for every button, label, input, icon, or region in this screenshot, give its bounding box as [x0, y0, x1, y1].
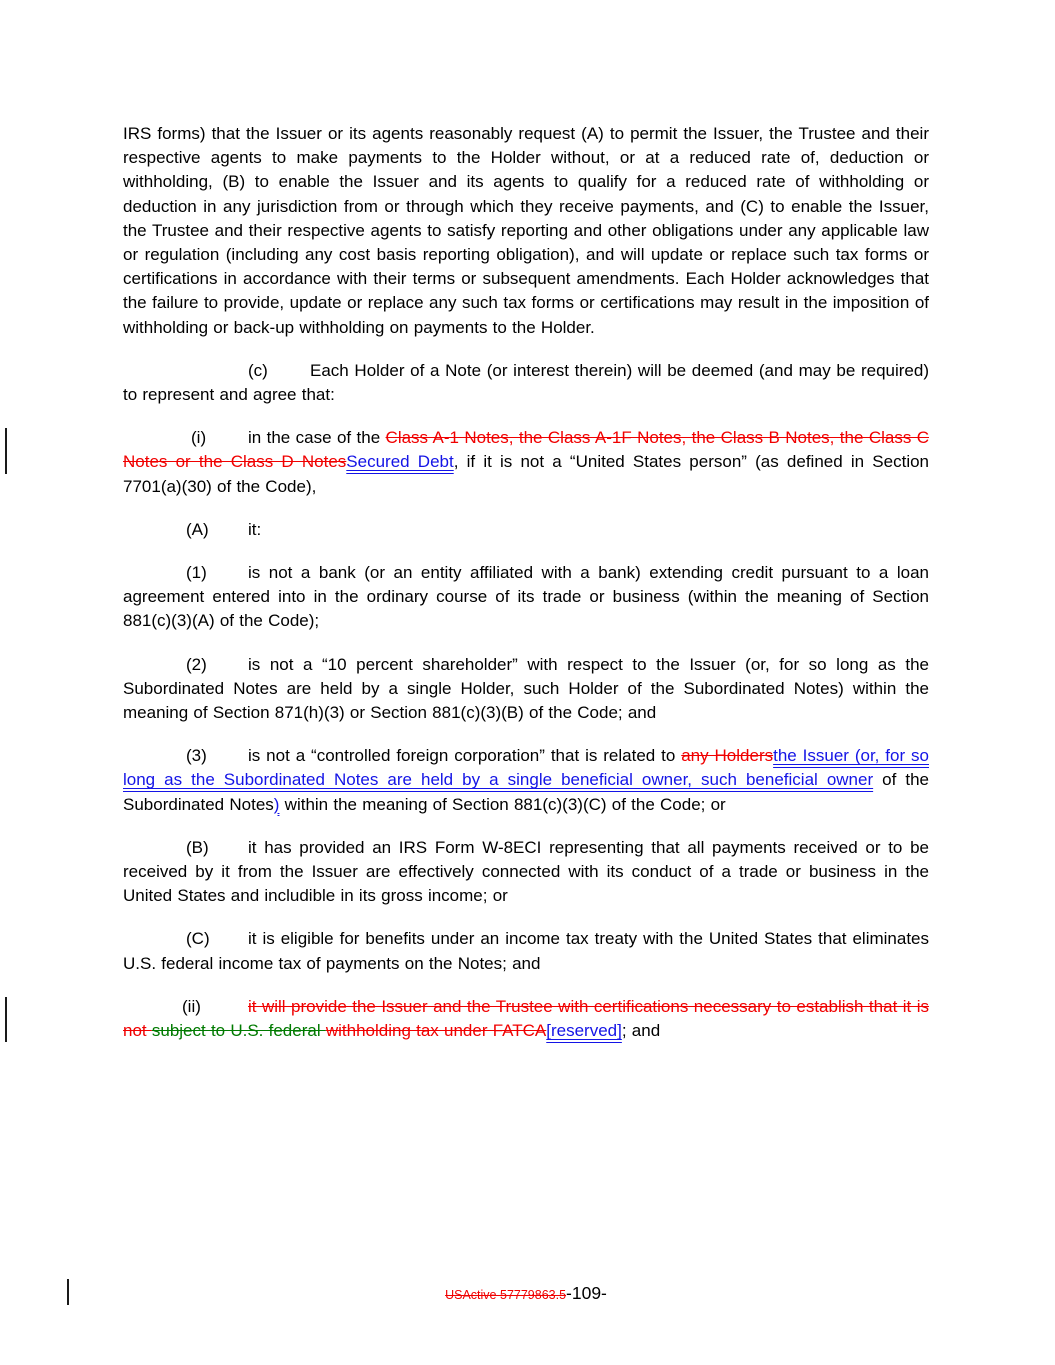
- footer-doc-id: USActive 57779863.5: [445, 1288, 567, 1302]
- list-label: (B): [186, 837, 209, 857]
- list-label: (2): [186, 654, 207, 674]
- text-run-normal: within the meaning of Section 881(c)(3)(C) of the Code; or: [279, 794, 726, 814]
- text-run-normal: it is eligible for benefits under an income tax treaty with the United States that eliminates U.S. federal income tax of payments on the Notes; and: [123, 929, 929, 973]
- text-run-normal: in the case of the: [248, 428, 386, 448]
- text-run-ins: ): [273, 794, 280, 814]
- list-label: (1): [186, 563, 207, 583]
- para-B-irs-form-w8eci: [123, 836, 929, 909]
- text-run-normal: IRS forms) that the Issuer or its agents reasonably request (A) to permit the Issuer, the Trustee and their respective agents to make payments to the Holder without, or at a reduced rate of, deduction or withholding, (B) to enable the Issuer and its agents to qualify for a reduced rate of withholding or deduction in any jurisdiction from or through which they receive payments, and (C) to enable the Issuer, the Trustee and their respective agents to satisfy reporting and other obligations under any applicable law or regulation (including any cost basis reporting obligation), and will update or replace such tax forms or certifications in accordance with their terms or subsequent amendments. Each Holder acknowledges that the failure to provide, update or replace any such tax forms or certifications may result in the imposition of withholding or back-up withholding on payments to the Holder.: [123, 124, 929, 337]
- text-run-ins: [reserved]: [546, 1021, 622, 1041]
- list-label: (ii): [182, 996, 201, 1016]
- text-run-normal: of the Subordinated Notes: [123, 770, 929, 814]
- text-run-normal: is not a “10 percent shareholder” with respect to the Issuer (or, for so long as the Subordinated Notes are held by a single Holder, such Holder of the Subordinated Notes) within the meaning of Section 871(h)(3) or Section 881(c)(3)(B) of the Code; and: [123, 654, 929, 723]
- list-label: (i): [191, 428, 207, 448]
- text-run-normal: is not a “controlled foreign corporation” that is related to: [248, 746, 682, 766]
- footer-page-number: -109-: [566, 1283, 607, 1303]
- list-label: (A): [186, 519, 209, 539]
- document-body: [123, 122, 929, 1062]
- change-bar: [67, 1279, 69, 1305]
- change-bar: [5, 997, 7, 1042]
- text-run-normal: ; and: [621, 1021, 661, 1041]
- para-2-not-10-percent-shareholder: [123, 653, 929, 726]
- text-run-ins: Secured Debt: [346, 452, 454, 472]
- text-run-del: withholding tax under FATCA: [325, 1021, 547, 1041]
- para-tax-forms-continuation: [123, 122, 929, 340]
- para-C-tax-treaty: [123, 927, 929, 975]
- para-i-united-states-person: [123, 426, 929, 499]
- text-run-del: it will provide the Issuer and the Trustee with certifications necessary to establish that it is not: [123, 996, 929, 1041]
- text-run-normal: Each Holder of a Note (or interest therein) will be deemed (and may be required) to represent and agree that:: [123, 360, 929, 405]
- text-run-normal: it:: [248, 519, 262, 539]
- para-3-not-controlled-foreign-corporation: [123, 744, 929, 817]
- text-run-del: any Holders: [681, 746, 774, 766]
- list-label: (3): [186, 746, 207, 766]
- para-c-holder-representation: [123, 359, 929, 407]
- page-footer: [123, 1281, 929, 1307]
- change-bar: [5, 428, 7, 473]
- list-label: (c): [248, 360, 268, 380]
- text-run-del-green: subject to U.S. federal: [151, 1021, 326, 1041]
- text-run-ins: the Issuer (or, for so long as the Subordinated Notes are held by a single beneficial owner, such beneficial owner: [123, 746, 929, 790]
- text-run-del: Class A-1 Notes, the Class A-1F Notes, the Class B Notes, the Class C Notes or the Class D Notes: [123, 428, 929, 472]
- para-A-it: [123, 518, 929, 542]
- list-label: (C): [186, 929, 210, 949]
- text-run-normal: is not a bank (or an entity affiliated with a bank) extending credit pursuant to a loan agreement entered into in the ordinary course of its trade or business (within the meaning of Section 881(c)(3)(A) of the Code);: [123, 563, 929, 631]
- text-run-normal: , if it is not a “United States person” (as defined in Section 7701(a)(30) of the Code),: [123, 452, 930, 496]
- text-run-normal: it has provided an IRS Form W-8ECI representing that all payments received or to be received by it from the Issuer are effectively connected with its conduct of a trade or business in the United States and includible in its gross income; or: [123, 837, 929, 906]
- para-1-not-a-bank: [123, 561, 929, 634]
- para-ii-fatca-reserved: [123, 995, 929, 1043]
